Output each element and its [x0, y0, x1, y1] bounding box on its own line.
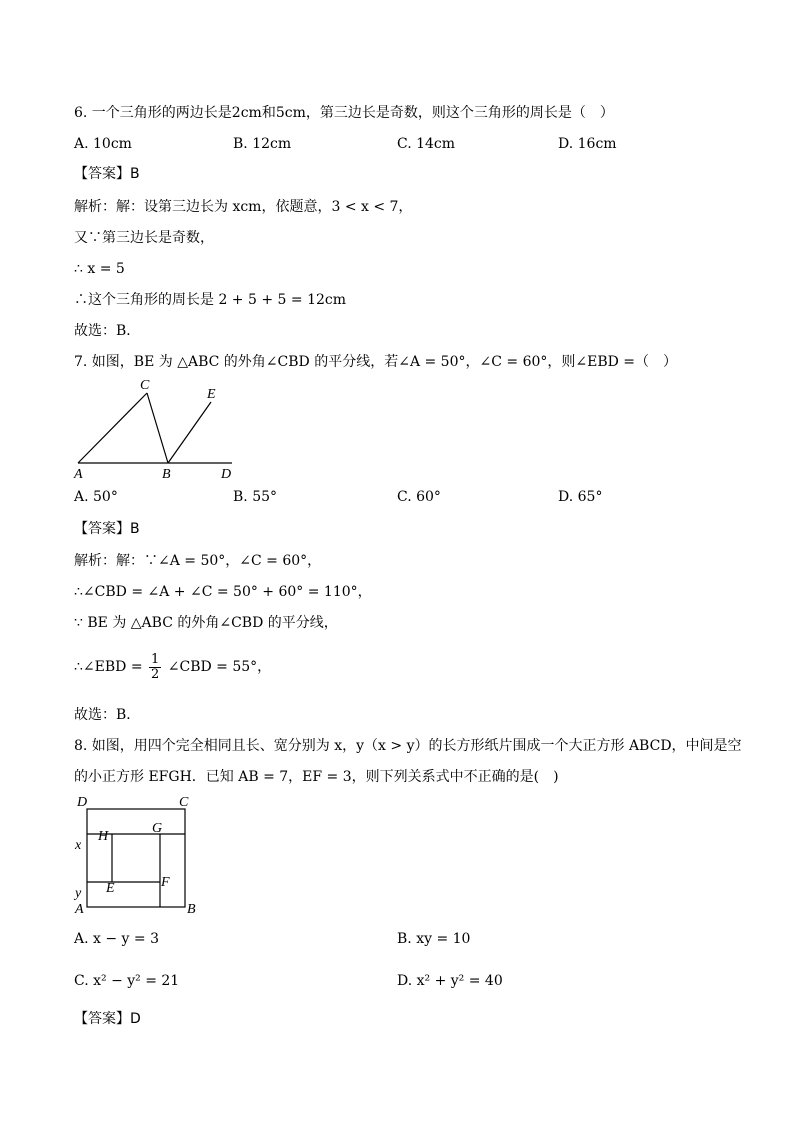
q6-solution-line-5: 故选：B．	[74, 323, 141, 339]
label-b: B	[162, 467, 171, 482]
q8-option-a: A. x − y = 3	[74, 931, 159, 947]
q6-option-b: B. 12cm	[233, 136, 292, 152]
label-c: C	[179, 795, 189, 810]
label-x: x	[75, 838, 82, 853]
fraction-denominator: 2	[151, 666, 160, 682]
q8-answer: 【答案】D	[74, 1011, 141, 1027]
square-abcd	[87, 809, 185, 907]
q6-answer: 【答案】B	[74, 166, 140, 182]
q6-solution-line-4: ∴这个三角形的周长是 2 + 5 + 5 = 12cm	[74, 292, 346, 308]
q7-question: 7. 如图，BE 为 △ABC 的外角∠CBD 的平分线，若∠A = 50°，∠C = 60°，则∠EBD =（ ）	[74, 354, 678, 370]
q7-solution-line-4-end: ∠CBD = 55°，	[167, 659, 272, 675]
q7-option-a: A. 50°	[74, 489, 118, 505]
q7-option-c: C. 60°	[397, 489, 441, 505]
q7-option-d: D. 65°	[558, 489, 603, 505]
label-d: D	[77, 795, 88, 810]
q8-question-line-1: 8. 如图，用四个完全相同且长、宽分别为 x，y（x > y）的长方形纸片围成一个大正方形 ABCD，中间是空	[74, 738, 742, 754]
q7-solution-line-4-start: ∴∠EBD =	[74, 659, 143, 675]
label-d: D	[221, 467, 232, 482]
q6-option-a: A. 10cm	[74, 136, 132, 152]
line-cb	[147, 393, 168, 463]
fraction-numerator: 1	[151, 651, 160, 667]
q6-solution-line-2: 又∵第三边长是奇数，	[74, 230, 214, 246]
q8-square-figure	[70, 792, 200, 918]
q6-option-d: D. 16cm	[558, 136, 617, 152]
label-y: y	[75, 886, 82, 901]
q8-option-c: C. x² − y² = 21	[74, 973, 180, 989]
q7-triangle-figure	[70, 376, 240, 482]
q7-solution-line-5: 故选：B．	[74, 707, 141, 723]
q6-solution-line-3: ∴ x = 5	[74, 261, 125, 277]
q6-question: 6. 一个三角形的两边长是2cm和5cm，第三边长是奇数，则这个三角形的周长是（ ）	[74, 105, 614, 121]
q8-option-d: D. x² + y² = 40	[397, 973, 503, 989]
fraction-half	[149, 653, 161, 682]
q7-solution-line-4	[74, 651, 271, 683]
q6-option-c: C. 14cm	[397, 136, 456, 152]
label-c: C	[140, 378, 150, 393]
label-a: A	[74, 467, 83, 482]
label-e: E	[106, 881, 115, 896]
label-e: E	[207, 387, 216, 402]
q7-option-b: B. 55°	[233, 489, 278, 505]
q8-option-b: B. xy = 10	[397, 931, 471, 947]
q7-solution-line-1: 解析：解：∵∠A = 50°，∠C = 60°，	[74, 553, 322, 569]
line-ac	[78, 393, 147, 463]
label-g: G	[152, 821, 163, 836]
label-b: B	[187, 902, 196, 917]
q7-answer: 【答案】B	[74, 521, 140, 537]
q6-solution-line-1: 解析：解：设第三边长为 xcm，依题意，3 < x < 7，	[74, 199, 413, 215]
label-h: H	[98, 829, 109, 844]
label-a: A	[75, 902, 84, 917]
label-f: F	[161, 875, 170, 890]
line-be	[168, 402, 211, 463]
q8-question-line-2: 的小正方形 EFGH．已知 AB = 7，EF = 3，则下列关系式中不正确的是( )	[74, 769, 559, 785]
q7-solution-line-2: ∴∠CBD = ∠A + ∠C = 50° + 60° = 110°，	[74, 584, 372, 600]
q7-solution-line-3: ∵ BE 为 △ABC 的外角∠CBD 的平分线，	[74, 615, 338, 631]
